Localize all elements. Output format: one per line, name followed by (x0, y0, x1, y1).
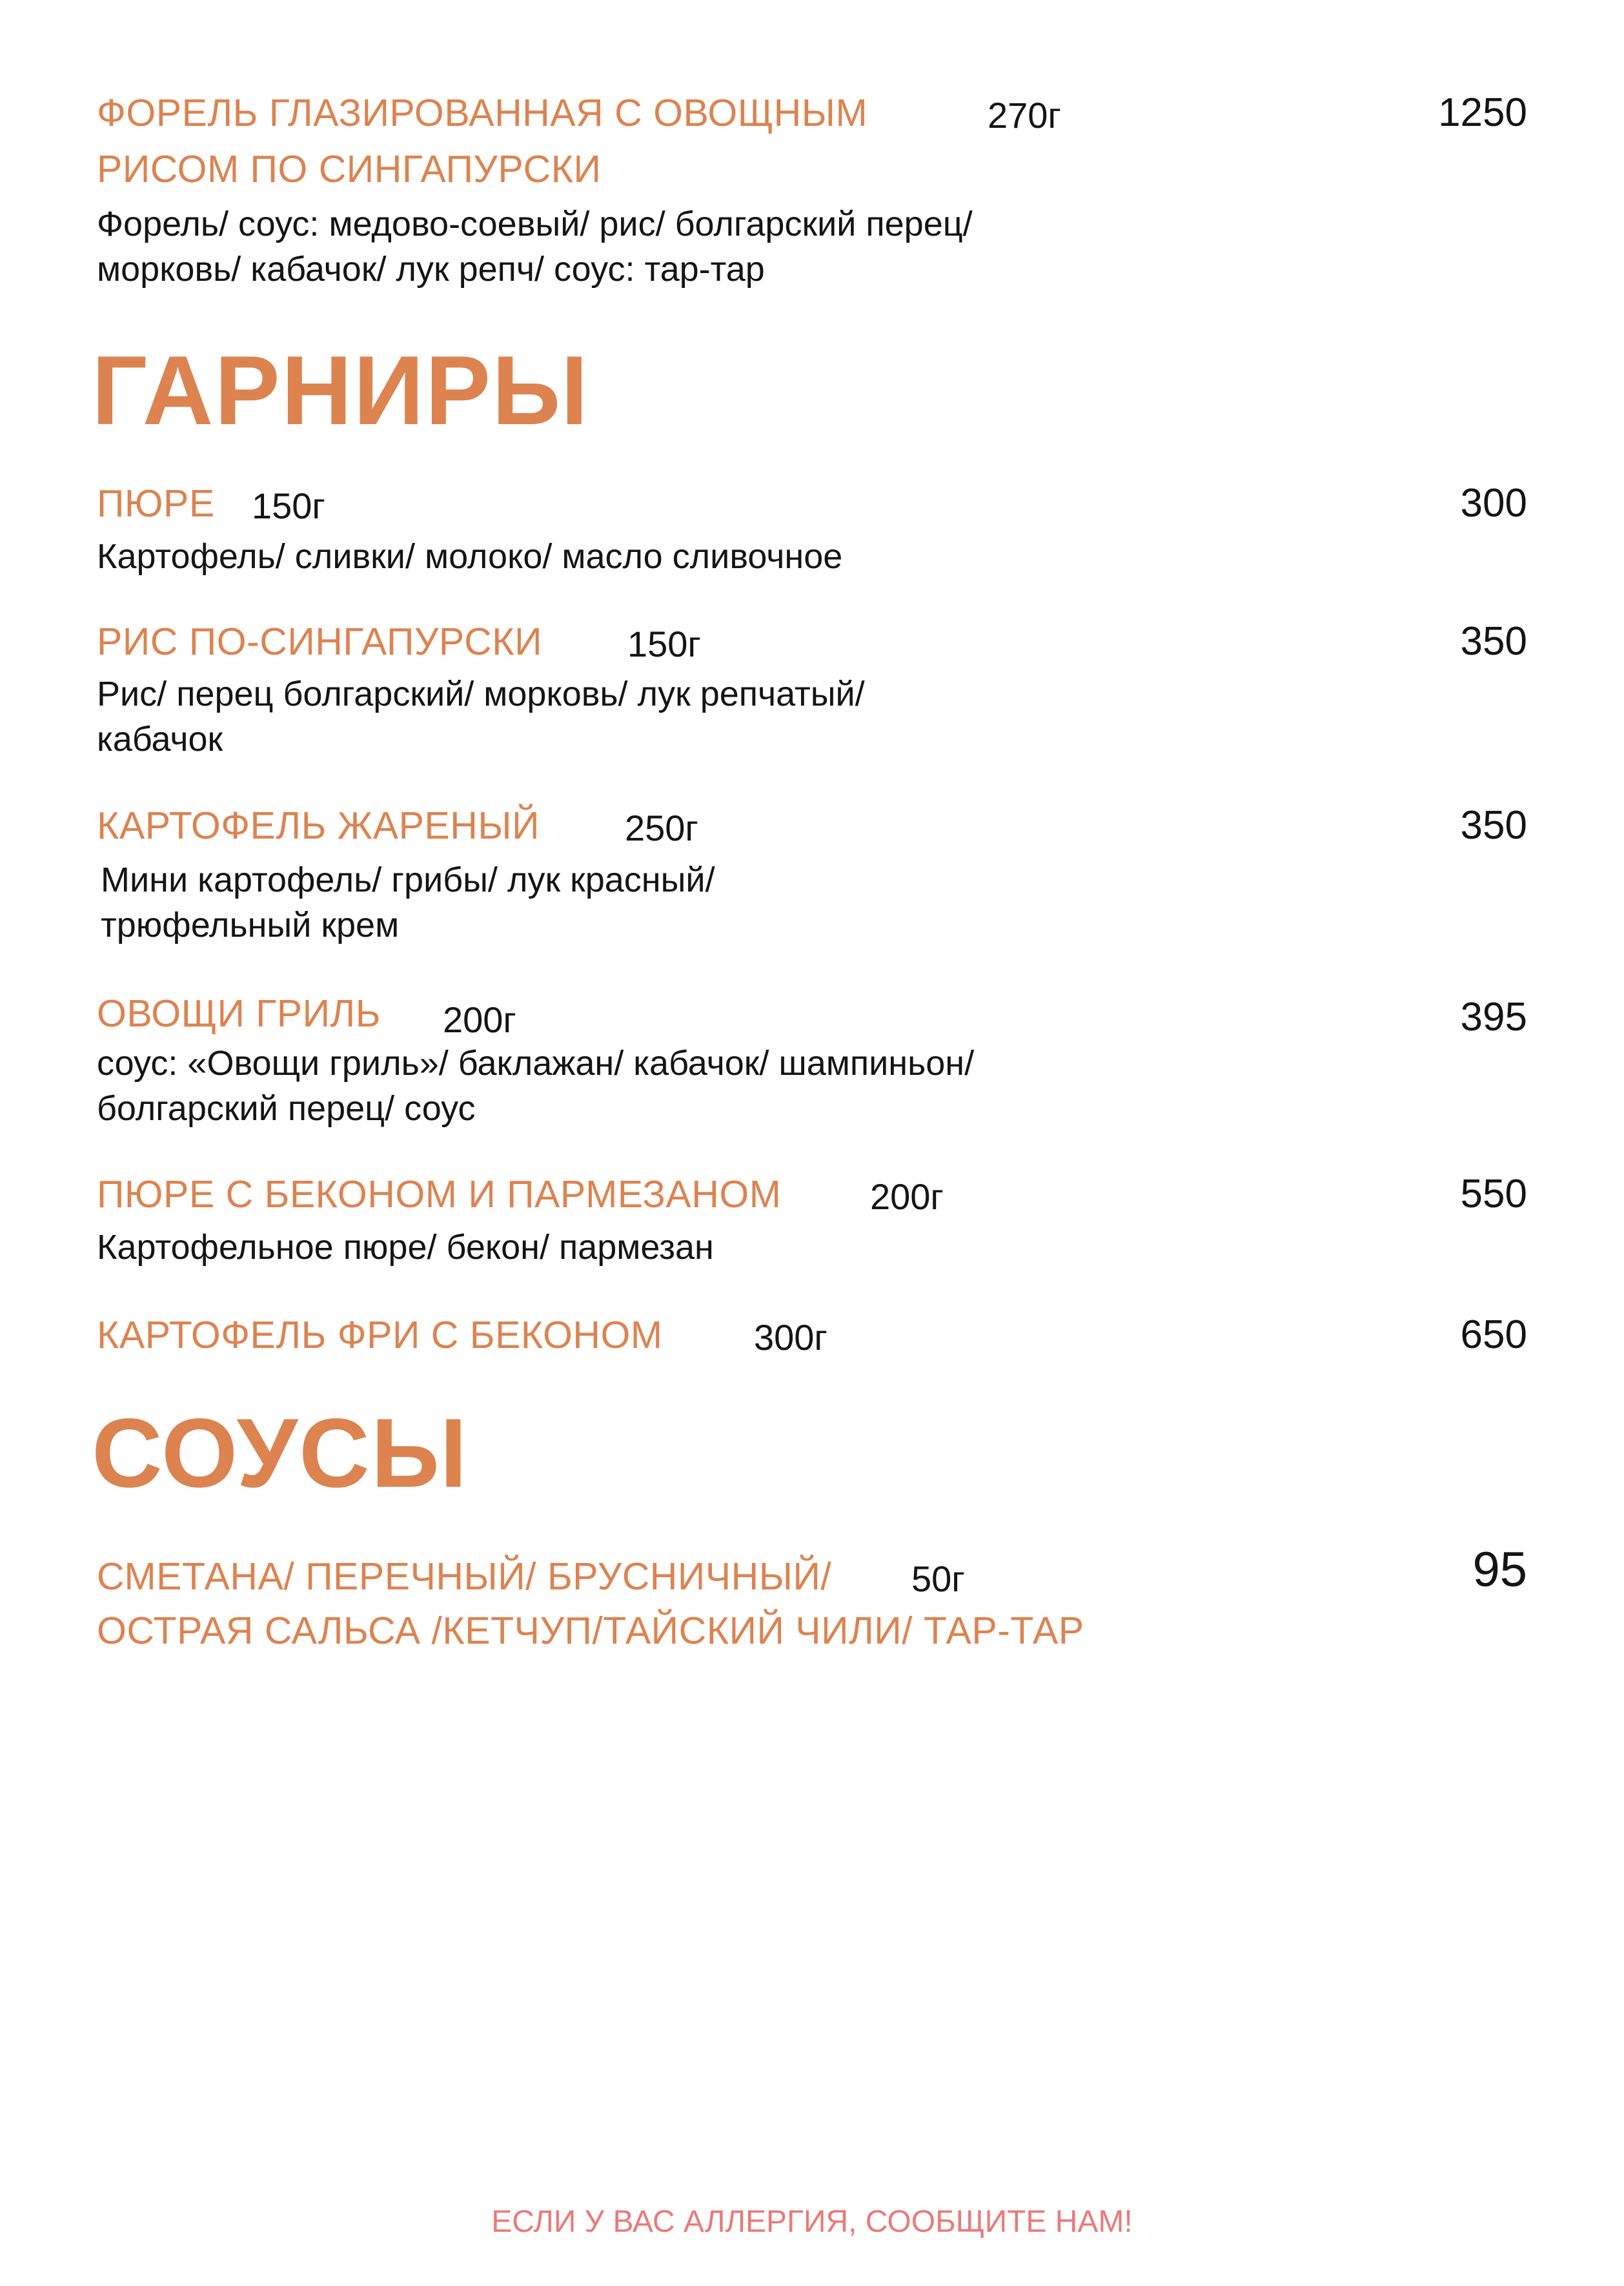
menu-item-description: соус: «Овощи гриль»/ баклажан/ кабачок/ шампиньон/ (97, 1044, 975, 1083)
menu-item-description: Картофельное пюре/ бекон/ пармезан (97, 1228, 714, 1267)
menu-item-name: ПЮРЕ С БЕКОНОМ И ПАРМЕЗАНОМ (97, 1173, 782, 1216)
menu-item-weight: 150г (252, 485, 325, 526)
menu-item-price: 395 (1460, 995, 1527, 1039)
section-title-sauces: СОУСЫ (92, 1398, 469, 1508)
menu-item-weight: 200г (443, 999, 516, 1040)
menu-item-name-line2: РИСОМ ПО СИНГАПУРСКИ (97, 148, 602, 190)
menu-item-name: РИС ПО-СИНГАПУРСКИ (97, 620, 542, 663)
menu-item-weight: 150г (627, 624, 701, 664)
menu-item-price: 350 (1460, 803, 1527, 848)
menu-item-weight: 250г (625, 808, 698, 848)
menu-item-description-line2: трюфельный крем (101, 906, 400, 944)
menu-item-weight: 300г (754, 1317, 827, 1358)
allergy-notice: ЕСЛИ У ВАС АЛЛЕРГИЯ, СООБЩИТЕ НАМ! (491, 2205, 1133, 2239)
menu-item-description: Форель/ соус: медово-соевый/ рис/ болгарский перец/ (97, 205, 973, 243)
menu-item-price: 350 (1460, 619, 1527, 664)
menu-item-name: КАРТОФЕЛЬ ФРИ С БЕКОНОМ (97, 1314, 663, 1356)
menu-item-description-line2: кабачок (97, 720, 223, 759)
menu-item-price: 95 (1472, 1542, 1527, 1597)
menu-item-name: ФОРЕЛЬ ГЛАЗИРОВАННАЯ С ОВОЩНЫМ (97, 92, 868, 134)
menu-item-price: 550 (1460, 1172, 1527, 1216)
menu-item-weight: 50г (911, 1558, 965, 1599)
menu-item-name: ОВОЩИ ГРИЛЬ (97, 992, 381, 1035)
menu-item-price: 650 (1460, 1312, 1527, 1357)
menu-item-description: Картофель/ сливки/ молоко/ масло сливочное (97, 537, 843, 576)
menu-item-weight: 270г (988, 95, 1061, 136)
menu-item-description-line2: болгарский перец/ соус (97, 1089, 476, 1128)
menu-item-name: ПЮРЕ (97, 482, 215, 525)
menu-item-price: 300 (1460, 481, 1527, 526)
menu-item-weight: 200г (870, 1176, 944, 1217)
menu-item-description: Рис/ перец болгарский/ морковь/ лук репчатый/ (97, 675, 865, 713)
menu-item-name: СМЕТАНА/ ПЕРЕЧНЫЙ/ БРУСНИЧНЫЙ/ (97, 1555, 832, 1598)
menu-item-price: 1250 (1438, 90, 1527, 135)
menu-item-name: КАРТОФЕЛЬ ЖАРЕНЫЙ (97, 804, 540, 847)
menu-item-description: Мини картофель/ грибы/ лук красный/ (101, 861, 715, 899)
menu-item-description-line2: морковь/ кабачок/ лук репч/ соус: тар-тар (97, 250, 765, 289)
section-title-garnish: ГАРНИРЫ (92, 336, 589, 445)
menu-item-name-line2: ОСТРАЯ САЛЬСА /КЕТЧУП/ТАЙСКИЙ ЧИЛИ/ ТАР-ТАР (97, 1609, 1084, 1652)
